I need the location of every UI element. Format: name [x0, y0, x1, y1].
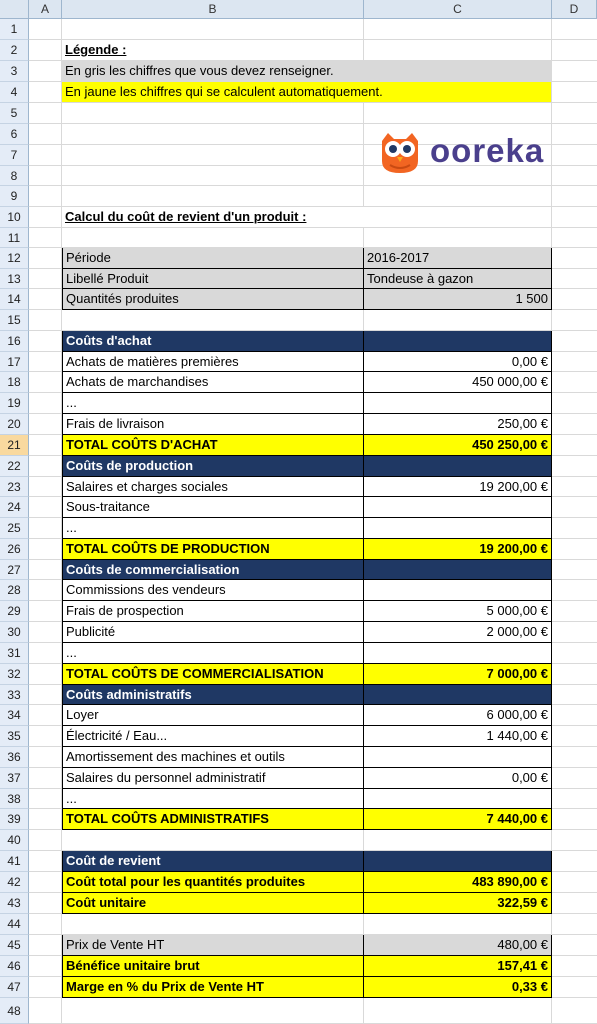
col-header-a[interactable]: A	[29, 0, 62, 19]
cell-a11[interactable]	[29, 228, 62, 248]
cell-d19[interactable]	[552, 393, 597, 414]
row-header[interactable]: 43	[0, 893, 29, 914]
cost-label[interactable]: Commissions des vendeurs	[62, 580, 364, 601]
cost-label[interactable]: Loyer	[62, 705, 364, 726]
cell-d3[interactable]	[552, 61, 597, 82]
cell-a3[interactable]	[29, 61, 62, 82]
col-header-c[interactable]: C	[364, 0, 552, 19]
sheet-row	[0, 601, 597, 622]
cell-d24[interactable]	[552, 497, 597, 518]
row-header[interactable]: 39	[0, 809, 29, 830]
cell-a25[interactable]	[29, 518, 62, 539]
row-header[interactable]: 1	[0, 19, 29, 40]
sheet-row	[0, 893, 597, 914]
cell-d37[interactable]	[552, 768, 597, 789]
cost-label[interactable]: Frais de livraison	[62, 414, 364, 435]
cell-a41[interactable]	[29, 851, 62, 872]
cell-a8[interactable]	[29, 166, 62, 186]
cost-label[interactable]: Coûts de production	[62, 456, 364, 477]
cell-a22[interactable]	[29, 456, 62, 477]
cost-value[interactable]: 0,00 €	[364, 352, 552, 372]
row-header[interactable]: 21	[0, 435, 29, 456]
cost-value[interactable]: 480,00 €	[364, 935, 552, 956]
sheet-row	[0, 914, 597, 935]
qty-value[interactable]: 1 500	[364, 289, 552, 310]
cost-label[interactable]: Frais de prospection	[62, 601, 364, 622]
cell-d33[interactable]	[552, 685, 597, 705]
row-header[interactable]: 29	[0, 601, 29, 622]
cell-d16[interactable]	[552, 331, 597, 352]
cell-d14[interactable]	[552, 289, 597, 310]
cost-label[interactable]: Coûts de commercialisation	[62, 560, 364, 580]
cell-a14[interactable]	[29, 289, 62, 310]
cost-value[interactable]: 157,41 €	[364, 956, 552, 977]
cell-a7[interactable]	[29, 145, 62, 166]
cost-value[interactable]: 322,59 €	[364, 893, 552, 914]
row-header[interactable]: 32	[0, 664, 29, 685]
cost-label[interactable]: Publicité	[62, 622, 364, 643]
row-header[interactable]: 6	[0, 124, 29, 145]
sheet-row	[0, 19, 597, 40]
sheet-row	[0, 352, 597, 372]
row-header[interactable]: 33	[0, 685, 29, 705]
cost-label[interactable]: TOTAL COÛTS DE PRODUCTION	[62, 539, 364, 560]
cell-a42[interactable]	[29, 872, 62, 893]
cell-d4[interactable]	[552, 82, 597, 103]
sheet-row	[0, 269, 597, 289]
cell-d8[interactable]	[552, 166, 597, 186]
cost-value[interactable]	[364, 560, 552, 580]
cell-d41[interactable]	[552, 851, 597, 872]
sheet-row	[0, 643, 597, 664]
cell-d22[interactable]	[552, 456, 597, 477]
cost-label[interactable]: Coût total pour les quantités produites	[62, 872, 364, 893]
cell-c5[interactable]	[364, 103, 552, 124]
cell-a40[interactable]	[29, 830, 62, 851]
row-header[interactable]: 14	[0, 289, 29, 310]
cost-value[interactable]: 450 250,00 €	[364, 435, 552, 456]
period-label[interactable]: Période	[62, 248, 364, 269]
sheet-row	[0, 560, 597, 580]
cell-c15[interactable]	[364, 310, 552, 331]
cell-a30[interactable]	[29, 622, 62, 643]
sheet-row	[0, 103, 597, 124]
sheet-row	[0, 768, 597, 789]
cost-label[interactable]: ...	[62, 518, 364, 539]
cell-a31[interactable]	[29, 643, 62, 664]
cell-b8[interactable]	[62, 166, 364, 186]
sheet-row	[0, 789, 597, 809]
row-header[interactable]: 10	[0, 207, 29, 228]
row-header[interactable]: 19	[0, 393, 29, 414]
cost-value[interactable]: 19 200,00 €	[364, 539, 552, 560]
col-header-d[interactable]: D	[552, 0, 597, 19]
sheet-row	[0, 622, 597, 643]
cost-value[interactable]: 0,00 €	[364, 768, 552, 789]
row-header[interactable]: 47	[0, 977, 29, 998]
row-header[interactable]: 20	[0, 414, 29, 435]
cell-d23[interactable]	[552, 477, 597, 497]
row-header[interactable]: 36	[0, 747, 29, 768]
cell-d40[interactable]	[552, 830, 597, 851]
period-value[interactable]: 2016-2017	[364, 248, 552, 269]
cost-label[interactable]: Coût unitaire	[62, 893, 364, 914]
cost-value[interactable]: 1 440,00 €	[364, 726, 552, 747]
cost-value[interactable]	[364, 685, 552, 705]
cost-label[interactable]: Achats de matières premières	[62, 352, 364, 372]
cell-c2[interactable]	[364, 40, 552, 61]
cell-c1[interactable]	[364, 19, 552, 40]
row-header[interactable]: 37	[0, 768, 29, 789]
sheet-row	[0, 331, 597, 352]
sheet-row	[0, 518, 597, 539]
cost-value[interactable]: 250,00 €	[364, 414, 552, 435]
sheet-row	[0, 248, 597, 269]
row-header[interactable]: 41	[0, 851, 29, 872]
cell-d45[interactable]	[552, 935, 597, 956]
cell-d13[interactable]	[552, 269, 597, 289]
row-header[interactable]: 44	[0, 914, 29, 935]
cell-a1[interactable]	[29, 19, 62, 40]
sheet-row	[0, 685, 597, 705]
cell-d6[interactable]	[552, 124, 597, 145]
row-header[interactable]: 3	[0, 61, 29, 82]
cost-label[interactable]: Salaires et charges sociales	[62, 477, 364, 497]
cell-d34[interactable]	[552, 705, 597, 726]
row-header[interactable]: 2	[0, 40, 29, 61]
sheet-row	[0, 977, 597, 998]
sheet-row	[0, 186, 597, 207]
cost-value[interactable]	[364, 851, 552, 872]
cell-a5[interactable]	[29, 103, 62, 124]
sheet-row	[0, 664, 597, 685]
cost-label[interactable]: Prix de Vente HT	[62, 935, 364, 956]
cost-value[interactable]: 5 000,00 €	[364, 601, 552, 622]
cell-a4[interactable]	[29, 82, 62, 103]
logo-text: ooreka	[430, 132, 545, 169]
sheet-row	[0, 372, 597, 393]
sheet-row	[0, 935, 597, 956]
product-label[interactable]: Libellé Produit	[62, 269, 364, 289]
row-header[interactable]: 9	[0, 186, 29, 207]
row-header[interactable]: 15	[0, 310, 29, 331]
cell-d46[interactable]	[552, 956, 597, 977]
row-header[interactable]: 27	[0, 560, 29, 580]
cell-b48[interactable]	[62, 998, 364, 1024]
cost-value[interactable]	[364, 747, 552, 768]
sheet-row	[0, 40, 597, 61]
cell-a12[interactable]	[29, 248, 62, 269]
cell-a34[interactable]	[29, 705, 62, 726]
cell-b7[interactable]	[62, 145, 364, 166]
cell-b15[interactable]	[62, 310, 364, 331]
cell-d12[interactable]	[552, 248, 597, 269]
cell-a37[interactable]	[29, 768, 62, 789]
cell-d38[interactable]	[552, 789, 597, 809]
cell-a27[interactable]	[29, 560, 62, 580]
cell-b5[interactable]	[62, 103, 364, 124]
row-header[interactable]: 24	[0, 497, 29, 518]
cell-a39[interactable]	[29, 809, 62, 830]
cost-value[interactable]	[364, 643, 552, 664]
cell-a47[interactable]	[29, 977, 62, 998]
cost-label[interactable]: Coûts administratifs	[62, 685, 364, 705]
cost-label[interactable]: Achats de marchandises	[62, 372, 364, 393]
cell-d2[interactable]	[552, 40, 597, 61]
legend-yellow-note[interactable]: En jaune les chiffres qui se calculent automatiquement.	[62, 82, 552, 103]
cell-a33[interactable]	[29, 685, 62, 705]
cost-label[interactable]: TOTAL COÛTS D'ACHAT	[62, 435, 364, 456]
cost-value[interactable]	[364, 497, 552, 518]
sheet-row	[0, 477, 597, 497]
cell-b1[interactable]	[62, 19, 364, 40]
sheet-row	[0, 414, 597, 435]
cell-d5[interactable]	[552, 103, 597, 124]
cell-d25[interactable]	[552, 518, 597, 539]
cell-a6[interactable]	[29, 124, 62, 145]
sheet-row	[0, 289, 597, 310]
sheet-row	[0, 310, 597, 331]
cell-d43[interactable]	[552, 893, 597, 914]
cost-label[interactable]: Coûts d'achat	[62, 331, 364, 352]
cell-a43[interactable]	[29, 893, 62, 914]
cell-d20[interactable]	[552, 414, 597, 435]
section-title[interactable]: Calcul du coût de revient d'un produit :	[62, 207, 552, 228]
row-header[interactable]: 16	[0, 331, 29, 352]
cell-a24[interactable]	[29, 497, 62, 518]
cell-a44[interactable]	[29, 914, 62, 935]
cost-value[interactable]: 450 000,00 €	[364, 372, 552, 393]
cell-a13[interactable]	[29, 269, 62, 289]
cost-label[interactable]: ...	[62, 393, 364, 414]
cell-d27[interactable]	[552, 560, 597, 580]
sheet-row	[0, 872, 597, 893]
select-all-corner[interactable]	[0, 0, 29, 19]
cost-value[interactable]	[364, 580, 552, 601]
cell-a15[interactable]	[29, 310, 62, 331]
cell-d31[interactable]	[552, 643, 597, 664]
row-header[interactable]: 12	[0, 248, 29, 269]
cell-d48[interactable]	[552, 998, 597, 1024]
row-header[interactable]: 48	[0, 998, 29, 1024]
cell-a28[interactable]	[29, 580, 62, 601]
cell-d35[interactable]	[552, 726, 597, 747]
cell-d32[interactable]	[552, 664, 597, 685]
row-header[interactable]: 34	[0, 705, 29, 726]
cost-label[interactable]: Coût de revient	[62, 851, 364, 872]
cell-d47[interactable]	[552, 977, 597, 998]
cell-c48[interactable]	[364, 998, 552, 1024]
cell-a36[interactable]	[29, 747, 62, 768]
cost-value[interactable]	[364, 456, 552, 477]
sheet-row	[0, 393, 597, 414]
sheet-row	[0, 82, 597, 103]
col-header-b[interactable]: B	[62, 0, 364, 19]
row-header[interactable]: 25	[0, 518, 29, 539]
cost-value[interactable]: 7 000,00 €	[364, 664, 552, 685]
cell-a46[interactable]	[29, 956, 62, 977]
sheet-row	[0, 580, 597, 601]
cost-label[interactable]: Marge en % du Prix de Vente HT	[62, 977, 364, 998]
cell-a2[interactable]	[29, 40, 62, 61]
row-header[interactable]: 7	[0, 145, 29, 166]
cost-value[interactable]: 483 890,00 €	[364, 872, 552, 893]
row-header[interactable]: 5	[0, 103, 29, 124]
cell-a20[interactable]	[29, 414, 62, 435]
cell-d10[interactable]	[552, 207, 597, 228]
cell-a48[interactable]	[29, 998, 62, 1024]
cell-a38[interactable]	[29, 789, 62, 809]
cell-d17[interactable]	[552, 352, 597, 372]
cost-label[interactable]: TOTAL COÛTS ADMINISTRATIFS	[62, 809, 364, 830]
cell-c44[interactable]	[364, 914, 552, 935]
cell-d7[interactable]	[552, 145, 597, 166]
row-header[interactable]: 17	[0, 352, 29, 372]
cell-d11[interactable]	[552, 228, 597, 248]
cell-d36[interactable]	[552, 747, 597, 768]
cell-d26[interactable]	[552, 539, 597, 560]
cost-label[interactable]: Bénéfice unitaire brut	[62, 956, 364, 977]
cell-a21[interactable]	[29, 435, 62, 456]
sheet-row	[0, 61, 597, 82]
cell-a18[interactable]	[29, 372, 62, 393]
cell-d21[interactable]	[552, 435, 597, 456]
cell-a19[interactable]	[29, 393, 62, 414]
cost-label[interactable]: TOTAL COÛTS DE COMMERCIALISATION	[62, 664, 364, 685]
sheet-row	[0, 207, 597, 228]
cell-d30[interactable]	[552, 622, 597, 643]
row-header[interactable]: 11	[0, 228, 29, 248]
cost-value[interactable]	[364, 518, 552, 539]
cost-value[interactable]: 6 000,00 €	[364, 705, 552, 726]
row-header[interactable]: 13	[0, 269, 29, 289]
sheet-row	[0, 435, 597, 456]
cell-b40[interactable]	[62, 830, 364, 851]
cell-a16[interactable]	[29, 331, 62, 352]
cell-a9[interactable]	[29, 186, 62, 207]
cost-value[interactable]	[364, 393, 552, 414]
cell-a10[interactable]	[29, 207, 62, 228]
cell-d39[interactable]	[552, 809, 597, 830]
cell-d29[interactable]	[552, 601, 597, 622]
cell-c9[interactable]	[364, 186, 552, 207]
legend-title[interactable]: Légende :	[62, 40, 364, 61]
row-header[interactable]: 35	[0, 726, 29, 747]
row-header[interactable]: 30	[0, 622, 29, 643]
cell-a45[interactable]	[29, 935, 62, 956]
row-header[interactable]: 31	[0, 643, 29, 664]
cell-d15[interactable]	[552, 310, 597, 331]
cost-label[interactable]: Amortissement des machines et outils	[62, 747, 364, 768]
row-header[interactable]: 45	[0, 935, 29, 956]
cell-b6[interactable]	[62, 124, 364, 145]
cell-d9[interactable]	[552, 186, 597, 207]
row-header[interactable]: 38	[0, 789, 29, 809]
sheet-row	[0, 228, 597, 248]
row-header[interactable]: 22	[0, 456, 29, 477]
sheet-row	[0, 851, 597, 872]
row-header[interactable]: 23	[0, 477, 29, 497]
cell-d28[interactable]	[552, 580, 597, 601]
cell-a32[interactable]	[29, 664, 62, 685]
cell-b11[interactable]	[62, 228, 364, 248]
legend-gray-note[interactable]: En gris les chiffres que vous devez renseigner.	[62, 61, 552, 82]
qty-label[interactable]: Quantités produites	[62, 289, 364, 310]
sheet-row	[0, 809, 597, 830]
row-header[interactable]: 18	[0, 372, 29, 393]
row-header[interactable]: 8	[0, 166, 29, 186]
cost-value[interactable]	[364, 789, 552, 809]
cell-d18[interactable]	[552, 372, 597, 393]
cost-value[interactable]: 0,33 €	[364, 977, 552, 998]
cell-a23[interactable]	[29, 477, 62, 497]
cell-a17[interactable]	[29, 352, 62, 372]
cell-d44[interactable]	[552, 914, 597, 935]
cost-label[interactable]: ...	[62, 643, 364, 664]
sheet-row	[0, 747, 597, 768]
cell-a26[interactable]	[29, 539, 62, 560]
row-header[interactable]: 46	[0, 956, 29, 977]
cost-label[interactable]: ...	[62, 789, 364, 809]
sheet-row	[0, 830, 597, 851]
cell-c11[interactable]	[364, 228, 552, 248]
cost-label[interactable]: Électricité / Eau...	[62, 726, 364, 747]
cell-a29[interactable]	[29, 601, 62, 622]
row-header[interactable]: 42	[0, 872, 29, 893]
sheet-row	[0, 456, 597, 477]
row-header[interactable]: 4	[0, 82, 29, 103]
row-header[interactable]: 40	[0, 830, 29, 851]
cost-value[interactable]: 7 440,00 €	[364, 809, 552, 830]
cell-d42[interactable]	[552, 872, 597, 893]
sheet-row	[0, 705, 597, 726]
sheet-row	[0, 497, 597, 518]
sheet-row	[0, 539, 597, 560]
cost-value[interactable]	[364, 331, 552, 352]
cost-label[interactable]: Sous-traitance	[62, 497, 364, 518]
sheet-row	[0, 998, 597, 1024]
cost-value[interactable]: 19 200,00 €	[364, 477, 552, 497]
sheet-row	[0, 956, 597, 977]
product-value[interactable]: Tondeuse à gazon	[364, 269, 552, 289]
row-header[interactable]: 26	[0, 539, 29, 560]
owl-icon	[382, 133, 418, 173]
cell-b44[interactable]	[62, 914, 364, 935]
cost-label[interactable]: Salaires du personnel administratif	[62, 768, 364, 789]
sheet-row	[0, 726, 597, 747]
cost-value[interactable]: 2 000,00 €	[364, 622, 552, 643]
cell-a35[interactable]	[29, 726, 62, 747]
cell-c40[interactable]	[364, 830, 552, 851]
cell-d1[interactable]	[552, 19, 597, 40]
cell-b9[interactable]	[62, 186, 364, 207]
row-header[interactable]: 28	[0, 580, 29, 601]
